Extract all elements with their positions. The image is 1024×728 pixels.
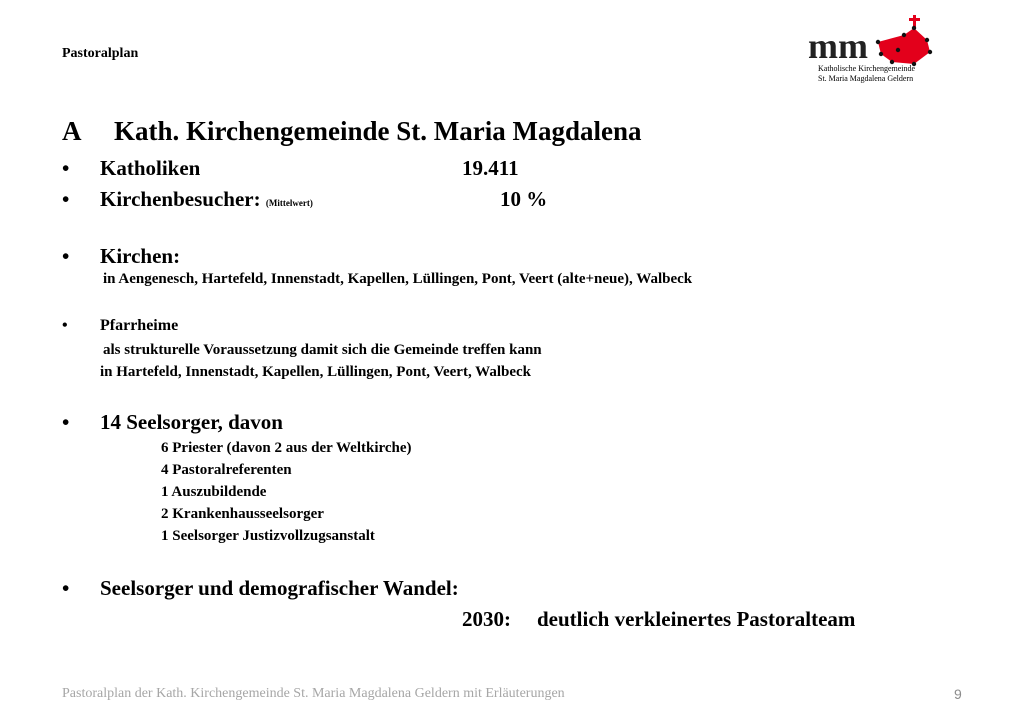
- seelsorger-item: 1 Auszubildende: [161, 484, 267, 500]
- wandel-text: deutlich verkleinertes Pastoralteam: [537, 607, 856, 631]
- wandel-label: Seelsorger und demografischer Wandel:: [100, 576, 459, 600]
- pfarrheime-line-1: als strukturelle Voraussetzung damit sich die Gemeinde treffen kann: [103, 342, 542, 358]
- besucher-value: 10 %: [500, 187, 548, 211]
- bullet-dot: •: [62, 576, 70, 600]
- title-letter: A: [62, 116, 82, 146]
- bullet-dot: •: [62, 317, 68, 334]
- bullet-seelsorger: [62, 410, 283, 435]
- seelsorger-label: 14 Seelsorger, davon: [100, 410, 283, 434]
- title-text: Kath. Kirchengemeinde St. Maria Magdalena: [114, 116, 642, 146]
- logo-line-2: St. Maria Magdalena Geldern: [818, 74, 914, 83]
- footer-text: Pastoralplan der Kath. Kirchengemeinde St. Maria Magdalena Geldern mit Erläuterungen: [62, 686, 565, 701]
- bullet-dot: •: [62, 156, 70, 180]
- seelsorger-item: 1 Seelsorger Justizvollzugsanstalt: [161, 528, 375, 544]
- parish-logo: [806, 12, 936, 86]
- kirchen-label: Kirchen:: [100, 244, 181, 268]
- bullet-katholiken: [62, 156, 200, 181]
- katholiken-value: 19.411: [462, 156, 519, 180]
- page-title: [62, 116, 641, 147]
- kirchen-detail: in Aengenesch, Hartefeld, Innenstadt, Kapellen, Lüllingen, Pont, Veert (alte+neue), Walbeck: [103, 271, 693, 287]
- bullet-kirchen: [62, 244, 180, 269]
- seelsorger-item: 4 Pastoralreferenten: [161, 462, 292, 478]
- pfarrheime-label: Pfarrheime: [100, 317, 179, 334]
- seelsorger-item: 6 Priester (davon 2 aus der Weltkirche): [161, 440, 412, 456]
- logo-letters: mm: [808, 26, 868, 66]
- logo-line-1: Katholische Kirchengemeinde: [818, 64, 916, 73]
- pfarrheime-line-2: in Hartefeld, Innenstadt, Kapellen, Lüllingen, Pont, Veert, Walbeck: [100, 364, 532, 380]
- bullet-wandel: [62, 576, 459, 601]
- bullet-pfarrheime: [62, 317, 178, 335]
- header-label: Pastoralplan: [62, 46, 139, 61]
- page-number: 9: [954, 686, 962, 702]
- bullet-besucher: [62, 187, 313, 212]
- besucher-note: (Mittelwert): [265, 198, 313, 208]
- wandel-year: 2030:: [462, 607, 511, 631]
- besucher-label: Kirchenbesucher:: [100, 187, 261, 211]
- bullet-dot: •: [62, 187, 70, 211]
- bullet-dot: •: [62, 244, 70, 268]
- katholiken-label: Katholiken: [100, 156, 201, 180]
- seelsorger-item: 2 Krankenhausseelsorger: [161, 506, 324, 522]
- bullet-dot: •: [62, 410, 70, 434]
